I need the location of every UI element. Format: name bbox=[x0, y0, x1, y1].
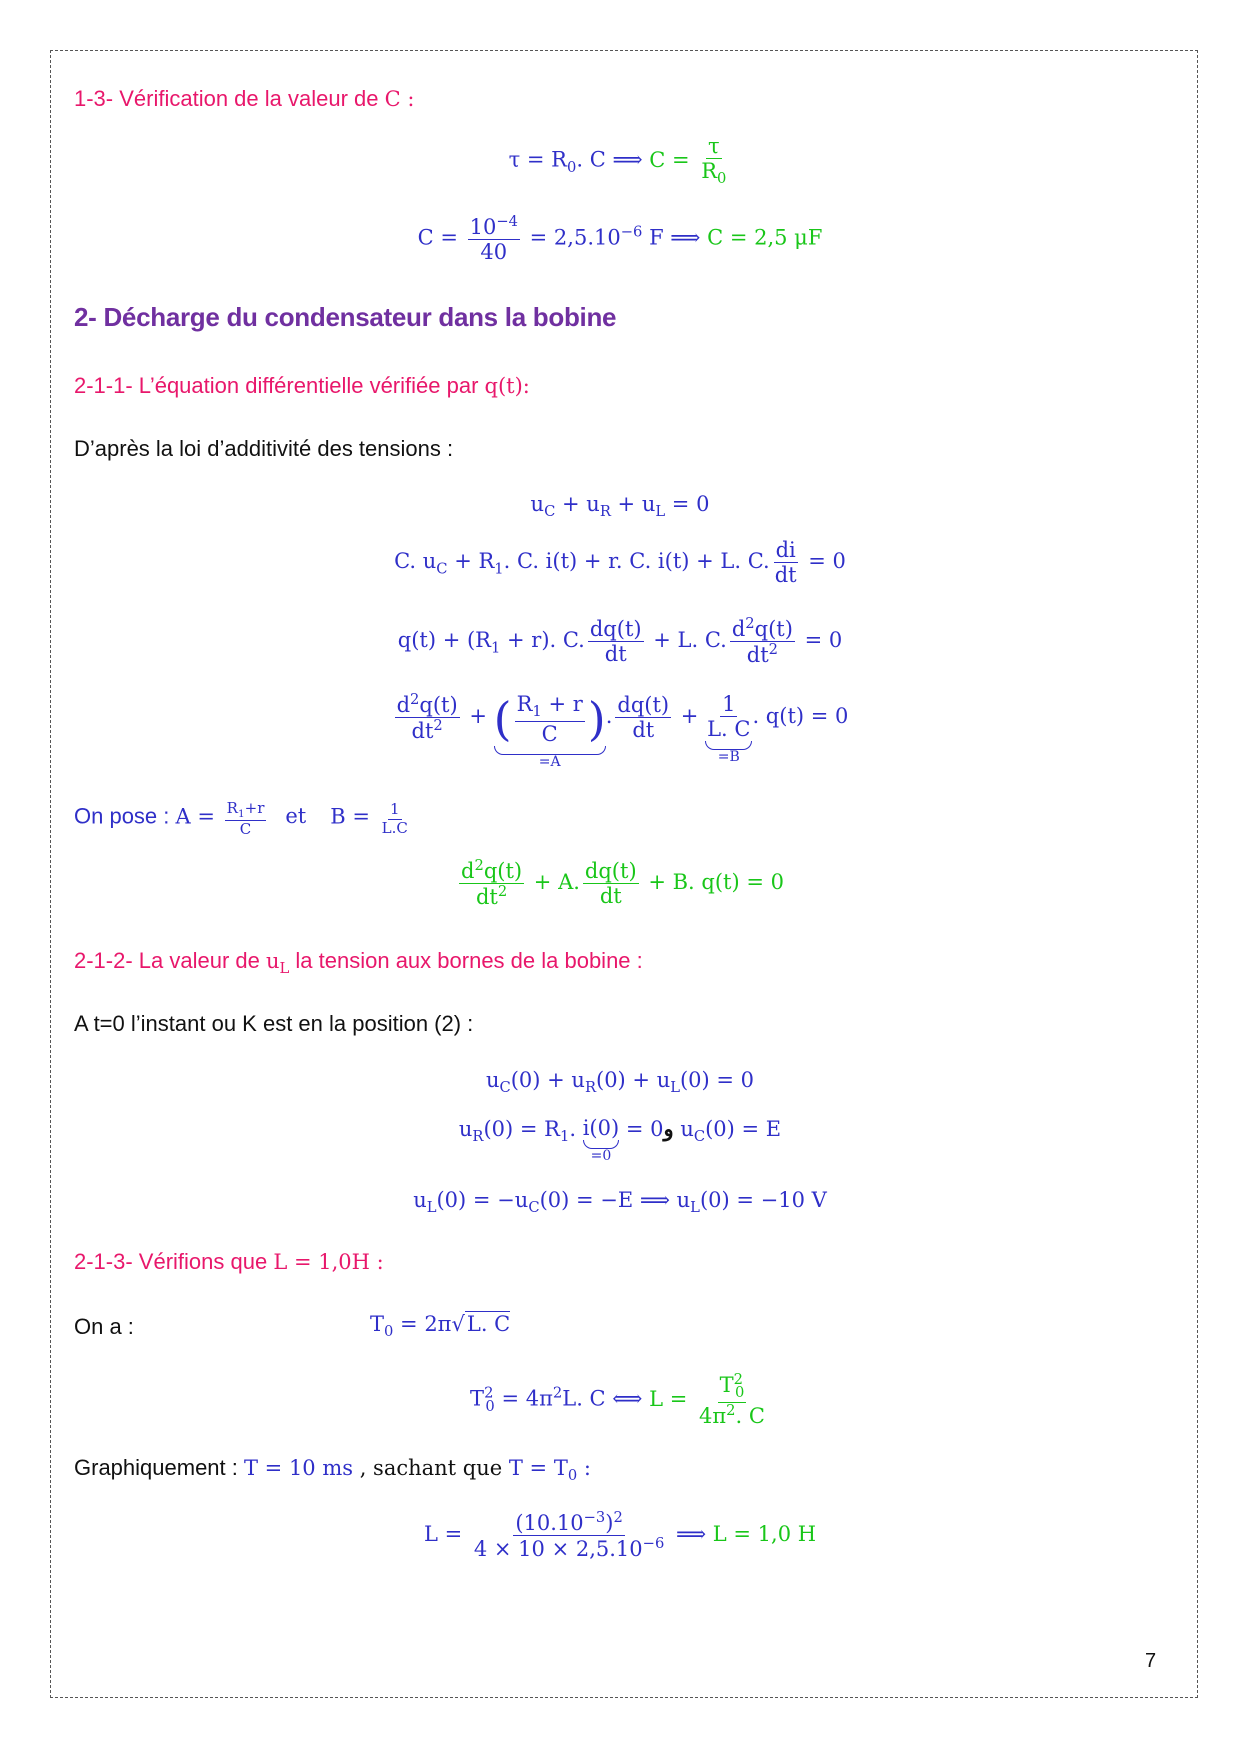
brace-label: =B bbox=[717, 749, 740, 766]
frac-den: L.C bbox=[381, 818, 408, 837]
sup: −3 bbox=[583, 1509, 606, 1526]
eq-text: + L. C. bbox=[646, 628, 727, 653]
frac-num: d bbox=[396, 693, 411, 717]
result: C = 2,5 μF bbox=[707, 225, 823, 250]
sup: 2 bbox=[552, 1384, 563, 1402]
sub: C bbox=[436, 560, 448, 578]
sub: 0 bbox=[567, 1467, 578, 1485]
sub: 0 bbox=[717, 170, 727, 188]
brace-label: =A bbox=[538, 754, 561, 771]
sub: 1 bbox=[494, 560, 504, 578]
on-pose bbox=[74, 800, 413, 838]
eq-text: (0) = 0 bbox=[679, 1068, 755, 1092]
sub: R bbox=[472, 1128, 484, 1146]
heading-2-1-2 bbox=[74, 948, 643, 977]
underbrace-B bbox=[705, 692, 752, 766]
eq-text: q(t) + (R bbox=[397, 628, 491, 653]
sub: 0 bbox=[734, 1384, 745, 1402]
frac-num: dq(t) bbox=[617, 693, 670, 717]
eq-text: (0) = −u bbox=[436, 1188, 529, 1212]
frac-num: q(t) bbox=[419, 693, 458, 717]
eq-text: = 0 bbox=[665, 492, 710, 516]
sub: L bbox=[655, 503, 666, 521]
graph-label: Graphiquement : bbox=[74, 1455, 244, 1480]
frac-num: +r bbox=[244, 799, 265, 817]
eq-text: + bbox=[674, 704, 706, 729]
underbrace-A: ( $\frac{R_1 + r}{C}$ ) =A bbox=[493, 692, 606, 771]
underbrace-i0 bbox=[583, 1116, 619, 1164]
eq-text: (0) = E bbox=[705, 1117, 782, 1141]
eq-text: C = bbox=[649, 147, 697, 172]
waw: و bbox=[663, 1116, 674, 1141]
sub: L bbox=[426, 1199, 437, 1217]
frac-num: di bbox=[775, 538, 796, 562]
eq-text: = 4π bbox=[494, 1386, 553, 1411]
eq-text: = 2π bbox=[393, 1312, 452, 1336]
graph-T: T = 10 ms bbox=[243, 1456, 354, 1480]
sub: R bbox=[584, 1079, 596, 1097]
eq-step-3 bbox=[0, 616, 1240, 667]
eq-text: L = bbox=[649, 1386, 694, 1411]
sub: 1 bbox=[532, 703, 542, 721]
eq-text: i(0) bbox=[582, 1116, 620, 1140]
eq-text: T bbox=[370, 1312, 385, 1336]
frac-den: . C bbox=[735, 1404, 765, 1429]
sup: 2 bbox=[726, 1402, 736, 1420]
heading-var: q(t): bbox=[484, 374, 530, 398]
heading-var: u bbox=[266, 949, 280, 973]
eq-differential bbox=[0, 858, 1240, 909]
eq-step-2 bbox=[0, 538, 1240, 587]
heading-2-1-3 bbox=[74, 1249, 384, 1275]
sub: 1 bbox=[559, 1128, 570, 1146]
eq-text: = 2,5.10 bbox=[522, 225, 621, 250]
heading-var: L = 1,0H : bbox=[273, 1250, 384, 1274]
sup: 2 bbox=[613, 1509, 623, 1526]
sub: 0 bbox=[566, 158, 577, 176]
frac-den: dt bbox=[599, 884, 622, 909]
eq-text: (0) + u bbox=[510, 1068, 585, 1092]
graph-rest: , sachant que bbox=[353, 1456, 509, 1480]
eq-uL0 bbox=[0, 1188, 1240, 1216]
sup: 2 bbox=[484, 1384, 494, 1402]
result: L = 1,0 H bbox=[712, 1522, 817, 1547]
frac-den: dt bbox=[746, 643, 769, 668]
frac-den: C bbox=[541, 722, 558, 747]
frac-num: τ bbox=[708, 134, 720, 158]
eq-text: u bbox=[458, 1117, 473, 1141]
frac-den: dt bbox=[411, 719, 434, 744]
eq-text: . q(t) = 0 bbox=[752, 704, 849, 729]
eq-text: (0) + u bbox=[596, 1068, 671, 1092]
frac-num: 10 bbox=[469, 215, 497, 239]
heading-1-3 bbox=[74, 86, 414, 112]
sub: C bbox=[693, 1128, 706, 1146]
eq-t0: $T_0 = 2\pi√L$. C bbox=[370, 1312, 511, 1341]
frac-num: R bbox=[516, 692, 533, 716]
sup: 2 bbox=[745, 615, 755, 632]
frac-num: 1 bbox=[389, 800, 400, 819]
sup: −6 bbox=[642, 1535, 665, 1553]
eq-text: T bbox=[470, 1386, 485, 1411]
sup: 2 bbox=[768, 641, 778, 659]
frac-num: d bbox=[731, 617, 746, 641]
sub: 1 bbox=[490, 639, 501, 657]
eq-initial-sum bbox=[0, 1068, 1240, 1096]
brace-label: =0 bbox=[590, 1148, 612, 1164]
eq-text: L = bbox=[423, 1522, 469, 1547]
sub: C bbox=[528, 1199, 540, 1217]
heading-text: 2-1-2- La valeur de bbox=[74, 948, 266, 973]
frac-den: dt bbox=[604, 642, 627, 667]
eq-additivity bbox=[0, 492, 1240, 520]
eq-text: . C ⟹ bbox=[576, 147, 650, 172]
frac-den: dt bbox=[475, 885, 498, 910]
eq-text: . bbox=[569, 1117, 583, 1141]
heading-text: la tension aux bornes de la bobine : bbox=[289, 948, 643, 973]
eq-text: . C. i(t) + r. C. i(t) + L. C. bbox=[503, 549, 770, 574]
eq-text: u bbox=[530, 492, 545, 516]
sub: L bbox=[279, 960, 290, 978]
section-2-title: 2- Décharge du condensateur dans la bobine bbox=[74, 302, 617, 332]
frac-num: + r bbox=[541, 692, 583, 716]
page-number: 7 bbox=[1145, 1650, 1157, 1672]
intro-t0: A t=0 l’instant ou K est en la position (2) : bbox=[74, 1011, 474, 1036]
heading-text: 2-1-3- Vérifions que bbox=[74, 1249, 274, 1274]
frac-num: q(t) bbox=[754, 617, 793, 641]
eq-text: + A. bbox=[527, 870, 580, 895]
sup: 2 bbox=[433, 717, 443, 735]
eq-text: τ = R bbox=[508, 147, 567, 172]
sub: 0 bbox=[384, 1323, 394, 1341]
eq-text: (0) = −E ⟹ u bbox=[539, 1188, 691, 1212]
eq-text: = 0 bbox=[797, 628, 843, 653]
frac-den: L. C bbox=[707, 717, 751, 742]
sup: 2 bbox=[410, 691, 420, 708]
eq-text: + R bbox=[447, 549, 495, 574]
frac-num: 1 bbox=[722, 692, 736, 716]
eq-text: + bbox=[462, 704, 494, 729]
frac-den: C bbox=[239, 820, 252, 839]
eq-text: + B. q(t) = 0 bbox=[641, 870, 784, 895]
sup: −4 bbox=[496, 213, 518, 230]
heading-var: C : bbox=[384, 87, 415, 111]
frac-den: R bbox=[701, 159, 718, 184]
frac-num: T bbox=[719, 1373, 734, 1397]
eq-initial-values bbox=[0, 1116, 1240, 1164]
frac-num: (10.10 bbox=[515, 1511, 584, 1535]
sub: L bbox=[690, 1199, 700, 1217]
heading-text: 1-3- Vérification de la valeur de bbox=[74, 86, 385, 111]
eq-text: B = bbox=[330, 804, 377, 829]
graph-T0: T = T bbox=[508, 1456, 568, 1480]
eq-text: u bbox=[485, 1068, 500, 1092]
eq-text: u bbox=[413, 1188, 427, 1212]
eq-tau bbox=[0, 134, 1240, 188]
sup: −6 bbox=[620, 223, 643, 241]
sub: 0 bbox=[485, 1397, 495, 1415]
sup: 2 bbox=[497, 883, 508, 901]
sub: 1 bbox=[237, 808, 245, 820]
eq-text: (0) = −10 V bbox=[699, 1188, 827, 1212]
eq-text: . bbox=[605, 704, 613, 729]
sub: C bbox=[499, 1079, 511, 1097]
eq-text: C. u bbox=[394, 549, 437, 574]
frac-num: q(t) bbox=[483, 859, 523, 883]
eq-text: + r). C. bbox=[500, 628, 585, 653]
eq-text: C = bbox=[417, 225, 465, 250]
pose-label: On pose : bbox=[74, 803, 176, 829]
frac-den: 40 bbox=[480, 240, 508, 265]
frac-den: dt bbox=[632, 718, 655, 743]
frac-den: 4 × 10 × 2,5.10 bbox=[473, 1537, 643, 1562]
sup: 2 bbox=[733, 1371, 743, 1388]
frac-num: dq(t) bbox=[584, 859, 637, 883]
eq-text: L. C ⟺ bbox=[562, 1386, 650, 1411]
eq-text: = 0 bbox=[619, 1117, 664, 1141]
heading-2-1-1 bbox=[74, 373, 530, 399]
eq-t0-squared bbox=[0, 1372, 1240, 1428]
sub: L bbox=[670, 1079, 680, 1097]
graph-line bbox=[74, 1455, 591, 1484]
eq-text: A = bbox=[175, 804, 222, 829]
sub: R bbox=[599, 503, 611, 521]
eq-text: : bbox=[577, 1456, 591, 1480]
sup: 2 bbox=[474, 857, 484, 874]
heading-text: 2-1-1- L’équation différentielle vérifiée par bbox=[74, 373, 485, 398]
frac-num: R bbox=[226, 799, 238, 817]
eq-text: = 0 bbox=[801, 549, 846, 574]
sub: C bbox=[544, 503, 556, 521]
eq-c-value bbox=[0, 214, 1240, 264]
frac-num: dq(t) bbox=[589, 617, 642, 641]
frac-den: 4π bbox=[698, 1404, 727, 1429]
eq-step-4 bbox=[0, 692, 1240, 771]
eq-text: (0) = R bbox=[483, 1117, 560, 1141]
eq-text: F ⟹ bbox=[642, 225, 708, 250]
sqrt-content: L. C bbox=[466, 1312, 511, 1336]
eq-text: u bbox=[673, 1117, 694, 1141]
frac-num: ) bbox=[605, 1511, 614, 1535]
eq-text: + u bbox=[610, 492, 656, 516]
on-a: On a : bbox=[74, 1314, 134, 1339]
frac-den: dt bbox=[774, 563, 797, 588]
frac-num: d bbox=[461, 859, 475, 883]
eq-L-value bbox=[0, 1510, 1240, 1561]
et: et bbox=[285, 804, 307, 829]
eq-text: + u bbox=[555, 492, 600, 516]
eq-text: ⟹ bbox=[669, 1522, 713, 1547]
additivity-text: D’après la loi d’additivité des tensions : bbox=[74, 436, 454, 461]
